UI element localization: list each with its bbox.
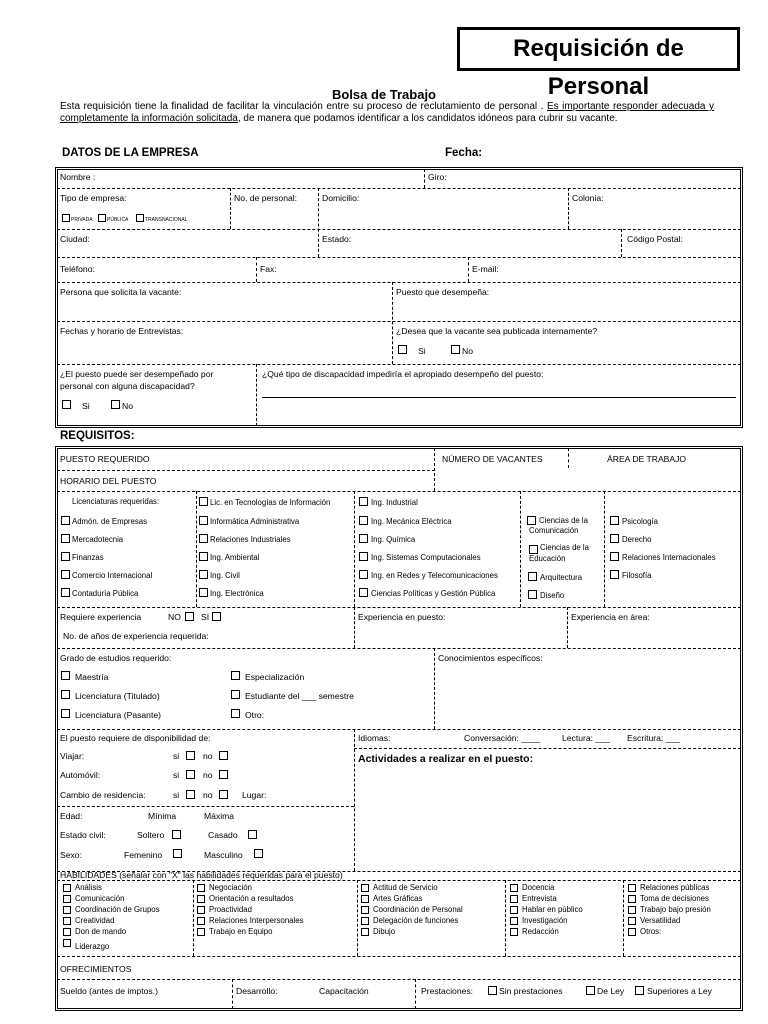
discapacidad-question-line2: personal con alguna discapacidad? — [60, 381, 195, 391]
admon-label: Admón. de Empresas — [72, 517, 147, 526]
analisis-label: Análisis — [75, 883, 102, 892]
giro-label: Giro: — [428, 172, 447, 182]
comercio-checkbox[interactable] — [61, 570, 70, 579]
privada-checkbox[interactable] — [62, 214, 70, 222]
nombre-label: Nombre : — [60, 172, 96, 182]
edad-maxima-label: Máxima — [204, 811, 235, 821]
informatica-checkbox[interactable] — [199, 516, 208, 525]
dibujo-label: Dibujo — [373, 927, 396, 936]
finanzas-label: Finanzas — [72, 553, 104, 562]
casado-label: Casado — [208, 830, 238, 840]
exp-si-checkbox[interactable] — [212, 612, 221, 621]
maestria-checkbox[interactable] — [61, 671, 70, 680]
rel-industriales-label: Relaciones Industriales — [210, 535, 291, 544]
lic-pasante-checkbox[interactable] — [61, 709, 70, 718]
mercadotecnia-checkbox[interactable] — [61, 534, 70, 543]
conversacion-label: Conversación: ____ — [464, 733, 541, 743]
masculino-label: Masculino — [204, 850, 243, 860]
ciencias-comunicacion-label-2: Comunicación — [529, 526, 579, 535]
discapacidad-tipo-label: ¿Qué tipo de discapacidad impediría el apropiado desempeño del puesto: — [262, 369, 544, 379]
viajar-no-label: no — [203, 751, 213, 761]
edad-minima-label: Mínima — [148, 811, 177, 821]
artes-graficas-label: Artes Gráficas — [373, 894, 423, 903]
telefono-label: Teléfono: — [60, 264, 95, 274]
otros-habilidades-label: Otros: — [640, 927, 662, 936]
automovil-label: Automóvil: — [60, 770, 101, 780]
versatilidad-label: Versatilidad — [640, 916, 681, 925]
ing-sistemas-label: Ing. Sistemas Computacionales — [371, 553, 481, 562]
soltero-label: Soltero — [137, 830, 165, 840]
liderazgo-checkbox[interactable] — [63, 939, 71, 947]
ing-industrial-checkbox[interactable] — [359, 497, 368, 506]
coordinacion-personal-label: Coordinación de Personal — [373, 905, 463, 914]
coordinacion-personal-checkbox[interactable] — [361, 906, 369, 914]
document-title: Requisición de Personal — [457, 27, 740, 71]
orientacion-checkbox[interactable] — [197, 895, 205, 903]
hablar-publico-checkbox[interactable] — [510, 906, 518, 914]
horario-puesto-label: HORARIO DEL PUESTO — [60, 476, 157, 486]
don-mando-checkbox[interactable] — [63, 928, 71, 936]
delegacion-checkbox[interactable] — [361, 917, 369, 925]
hablar-publico-label: Hablar en público — [522, 905, 583, 914]
discapacidad-si-checkbox[interactable] — [62, 400, 71, 409]
soltero-checkbox[interactable] — [172, 830, 181, 839]
dibujo-checkbox[interactable] — [361, 928, 369, 936]
versatilidad-checkbox[interactable] — [628, 917, 636, 925]
discapacidad-no-checkbox[interactable] — [111, 400, 120, 409]
privada-label: PRIVADA — [71, 217, 93, 223]
otros-habilidades-checkbox[interactable] — [628, 928, 636, 936]
email-label: E-mail: — [472, 264, 499, 274]
comercio-label: Comercio Internacional — [72, 571, 153, 580]
conocimientos-label: Conocimientos específicos: — [438, 653, 543, 663]
exp-no-label: NO — [168, 612, 181, 622]
orientacion-label: Orientación a resultados — [209, 894, 294, 903]
finanzas-checkbox[interactable] — [61, 552, 70, 561]
especializacion-checkbox[interactable] — [231, 671, 240, 680]
intro-text: Esta requisición tiene la finalidad de facilitar la vinculación entre su proceso de reclutamiento de personal . Es importante responder adecuada y completamente la información solicitada, de manera que podamos identificar a los candidatos idóneos para cubrir su vacante. — [60, 101, 714, 124]
tipo-empresa-label: Tipo de empresa: — [60, 193, 127, 203]
lic-ti-label: Lic. en Tecnologías de Información — [210, 498, 331, 507]
femenino-checkbox[interactable] — [173, 849, 182, 858]
toma-decisiones-label: Toma de decisiones — [640, 894, 709, 903]
discapacidad-si-label: Si — [82, 401, 90, 411]
ing-mecanica-checkbox[interactable] — [359, 516, 368, 525]
empresa-heading: DATOS DE LA EMPRESA — [62, 147, 199, 159]
prestaciones-label: Prestaciones: — [421, 986, 474, 996]
puesto-requerido-label: PUESTO REQUERIDO — [60, 454, 150, 464]
otro-estudios-checkbox[interactable] — [231, 709, 240, 718]
comunicacion-checkbox[interactable] — [63, 895, 71, 903]
don-mando-label: Don de mando — [75, 927, 127, 936]
sin-prestaciones-label: Sin prestaciones — [499, 986, 563, 996]
filosofia-checkbox[interactable] — [610, 570, 619, 579]
ciencias-educacion-checkbox[interactable] — [529, 545, 538, 554]
solicita-label: Persona que solicita la vacante: — [60, 287, 182, 297]
estado-civil-label: Estado civil: — [60, 830, 106, 840]
proactividad-checkbox[interactable] — [197, 906, 205, 914]
exp-si-label: SI — [201, 612, 210, 622]
negociacion-label: Negociación — [209, 883, 252, 892]
trabajo-presion-label: Trabajo bajo presión — [640, 905, 711, 914]
anios-experiencia-label: No. de años de experiencia requerida: — [63, 631, 209, 641]
no-personal-label: No. de personal: — [234, 193, 298, 203]
idiomas-label: Idiomas: — [358, 733, 391, 743]
numero-vacantes-label: NÚMERO DE VACANTES — [442, 454, 543, 464]
ing-sistemas-checkbox[interactable] — [359, 552, 368, 561]
ciencias-comunicacion-checkbox[interactable] — [527, 516, 536, 525]
docencia-checkbox[interactable] — [510, 884, 518, 892]
ciencias-comunicacion-label-1: Ciencias de la — [539, 516, 588, 525]
derecho-checkbox[interactable] — [610, 534, 619, 543]
ing-civil-checkbox[interactable] — [199, 570, 208, 579]
informatica-label: Informática Administrativa — [210, 517, 300, 526]
redaccion-checkbox[interactable] — [510, 928, 518, 936]
negociacion-checkbox[interactable] — [197, 884, 205, 892]
publicada-no-checkbox[interactable] — [451, 345, 460, 354]
artes-graficas-checkbox[interactable] — [361, 895, 369, 903]
capacitacion-label: Capacitación — [319, 986, 369, 996]
habilidades-label: HABILIDADES (señalar con "X" las habilidades requeridas para el puesto) — [60, 870, 343, 880]
filosofia-label: Filosofía — [622, 571, 652, 580]
arquitectura-label: Arquitectura — [540, 573, 583, 582]
area-trabajo-label: ÁREA DE TRABAJO — [607, 454, 687, 464]
sueldo-label: Sueldo (antes de imptos.) — [60, 986, 158, 996]
lugar-label: Lugar: — [242, 790, 267, 800]
toma-decisiones-checkbox[interactable] — [628, 895, 636, 903]
publicada-si-checkbox[interactable] — [398, 345, 407, 354]
publicada-question: ¿Desea que la vacante sea publicada internamente? — [396, 326, 598, 336]
superiores-ley-checkbox[interactable] — [635, 986, 644, 995]
ciencias-politicas-checkbox[interactable] — [359, 588, 368, 597]
entrevista-checkbox[interactable] — [510, 895, 518, 903]
lectura-label: Lectura: ___ — [562, 733, 610, 743]
automovil-si-checkbox[interactable] — [186, 770, 195, 779]
ing-civil-label: Ing. Civil — [210, 571, 240, 580]
ing-electronica-checkbox[interactable] — [199, 588, 208, 597]
superiores-ley-label: Superiores a Ley — [647, 986, 712, 996]
viajar-si-checkbox[interactable] — [186, 751, 195, 760]
psicologia-checkbox[interactable] — [610, 516, 619, 525]
discapacidad-question-line1: ¿El puesto puede ser desempeñado por — [60, 369, 214, 379]
investigacion-checkbox[interactable] — [510, 917, 518, 925]
admon-checkbox[interactable] — [61, 516, 70, 525]
transnacional-checkbox[interactable] — [136, 214, 144, 222]
publicada-si-label: Si — [418, 346, 426, 356]
publica-label: PÚBLICA — [107, 217, 129, 223]
fecha-label: Fecha: — [445, 147, 483, 159]
actitud-servicio-checkbox[interactable] — [361, 884, 369, 892]
de-ley-label: De Ley — [597, 986, 625, 996]
lic-titulado-label: Licenciatura (Titulado) — [75, 691, 160, 701]
rel-internacionales-label: Relaciones Internacionales — [622, 553, 716, 562]
docencia-label: Docencia — [522, 883, 555, 892]
sexo-label: Sexo: — [60, 850, 82, 860]
exp-no-checkbox[interactable] — [185, 612, 194, 621]
trabajo-equipo-checkbox[interactable] — [197, 928, 205, 936]
cambio-no-checkbox[interactable] — [219, 790, 228, 799]
coordinacion-grupos-checkbox[interactable] — [63, 906, 71, 914]
cambio-si-label: si — [173, 790, 180, 800]
ing-quimica-checkbox[interactable] — [359, 534, 368, 543]
actitud-servicio-label: Actitud de Servicio — [373, 883, 438, 892]
relaciones-interpersonales-checkbox[interactable] — [197, 917, 205, 925]
ing-redes-label: Ing. en Redes y Telecomunicaciones — [371, 571, 498, 580]
licenciaturas-label: Licenciaturas requeridas: — [72, 497, 160, 506]
viajar-label: Viajar: — [60, 751, 85, 761]
puesto-desempena-label: Puesto que desempeña: — [396, 287, 490, 297]
rel-industriales-checkbox[interactable] — [199, 534, 208, 543]
relaciones-publicas-checkbox[interactable] — [628, 884, 636, 892]
colonia-label: Colonia: — [572, 193, 604, 203]
disponibilidad-label: El puesto requiere de disponibilidad de: — [60, 733, 211, 743]
contaduria-checkbox[interactable] — [61, 588, 70, 597]
ing-quimica-label: Ing. Química — [371, 535, 416, 544]
derecho-label: Derecho — [622, 535, 652, 544]
publica-checkbox[interactable] — [98, 214, 106, 222]
ofrecimientos-label: OFRECIMIENTOS — [60, 964, 132, 974]
femenino-label: Femenino — [124, 850, 163, 860]
cambio-residencia-label: Cambio de residencia: — [60, 790, 146, 800]
psicologia-label: Psicología — [622, 517, 658, 526]
trabajo-presion-checkbox[interactable] — [628, 906, 636, 914]
edad-label: Edad: — [60, 811, 83, 821]
discapacidad-no-label: No — [122, 401, 133, 411]
analisis-checkbox[interactable] — [63, 884, 71, 892]
investigacion-label: Investigación — [522, 916, 568, 925]
estado-label: Estado: — [322, 234, 352, 244]
domicilio-label: Domicilio: — [322, 193, 360, 203]
transnacional-label: TRANSNACIONAL — [145, 217, 188, 223]
comunicacion-label: Comunicación — [75, 894, 125, 903]
maestria-label: Maestría — [75, 672, 109, 682]
contaduria-label: Contaduría Pública — [72, 589, 139, 598]
cambio-si-checkbox[interactable] — [186, 790, 195, 799]
coordinacion-grupos-label: Coordinación de Grupos — [75, 905, 160, 914]
de-ley-checkbox[interactable] — [586, 986, 595, 995]
fechas-entrevistas-label: Fechas y horario de Entrevistas: — [60, 326, 184, 336]
diseno-label: Diseño — [540, 591, 565, 600]
mercadotecnia-label: Mercadotecnia — [72, 535, 124, 544]
publicada-no-label: No — [462, 346, 473, 356]
fax-label: Fax: — [260, 264, 277, 274]
ing-ambiental-checkbox[interactable] — [199, 552, 208, 561]
rel-internacionales-checkbox[interactable] — [610, 552, 619, 561]
relaciones-interpersonales-label: Relaciones Interpersonales — [209, 916, 304, 925]
experiencia-area-label: Experiencia en área: — [571, 612, 650, 622]
subtitle: Bolsa de Trabajo — [331, 87, 437, 102]
ing-industrial-label: Ing. Industrial — [371, 498, 418, 507]
ing-mecanica-label: Ing. Mecánica Eléctrica — [371, 517, 452, 526]
escritura-label: Escritura: ___ — [627, 733, 681, 743]
creatividad-label: Creatividad — [75, 916, 115, 925]
otro-estudios-label: Otro: — [245, 710, 265, 720]
proactividad-label: Proactividad — [209, 905, 252, 914]
especializacion-label: Especialización — [245, 672, 305, 682]
codigo-postal-label: Código Postal: — [627, 234, 683, 244]
experiencia-puesto-label: Experiencia en puesto: — [358, 612, 446, 622]
masculino-checkbox[interactable] — [254, 849, 263, 858]
entrevista-label: Entrevista — [522, 894, 557, 903]
automovil-si-label: si — [173, 770, 180, 780]
grado-estudios-label: Grado de estudios requerido: — [60, 653, 172, 663]
estudiante-label: Estudiante del ___ semestre — [245, 691, 354, 701]
ciudad-label: Ciudad: — [60, 234, 90, 244]
automovil-no-checkbox[interactable] — [219, 770, 228, 779]
requisitos-heading: REQUISITOS: — [60, 430, 135, 442]
viajar-si-label: si — [173, 751, 180, 761]
sin-prestaciones-checkbox[interactable] — [488, 986, 497, 995]
ciencias-educacion-label-1: Ciencias de la — [540, 543, 589, 552]
relaciones-publicas-label: Relaciones públicas — [640, 883, 710, 892]
automovil-no-label: no — [203, 770, 213, 780]
estudiante-checkbox[interactable] — [231, 690, 240, 699]
ing-ambiental-label: Ing. Ambiental — [210, 553, 260, 562]
lic-ti-checkbox[interactable] — [199, 497, 208, 506]
viajar-no-checkbox[interactable] — [219, 751, 228, 760]
diseno-checkbox[interactable] — [528, 590, 537, 599]
delegacion-label: Delegación de funciones — [373, 916, 459, 925]
arquitectura-checkbox[interactable] — [528, 572, 537, 581]
ing-electronica-label: Ing. Electrónica — [210, 589, 264, 598]
cambio-no-label: no — [203, 790, 213, 800]
redaccion-label: Redacción — [522, 927, 559, 936]
lic-titulado-checkbox[interactable] — [61, 690, 70, 699]
trabajo-equipo-label: Trabajo en Equipo — [209, 927, 273, 936]
casado-checkbox[interactable] — [248, 830, 257, 839]
desarrollo-label: Desarrollo: — [236, 986, 278, 996]
requiere-experiencia-label: Requiere experiencia — [60, 612, 142, 622]
ciencias-educacion-label-2: Educación — [529, 554, 566, 563]
ing-redes-checkbox[interactable] — [359, 570, 368, 579]
creatividad-checkbox[interactable] — [63, 917, 71, 925]
actividades-label: Actividades a realizar en el puesto: — [358, 753, 534, 765]
liderazgo-label: Liderazgo — [75, 942, 110, 951]
ciencias-politicas-label: Ciencias Políticas y Gestión Pública — [371, 589, 496, 598]
lic-pasante-label: Licenciatura (Pasante) — [75, 710, 161, 720]
